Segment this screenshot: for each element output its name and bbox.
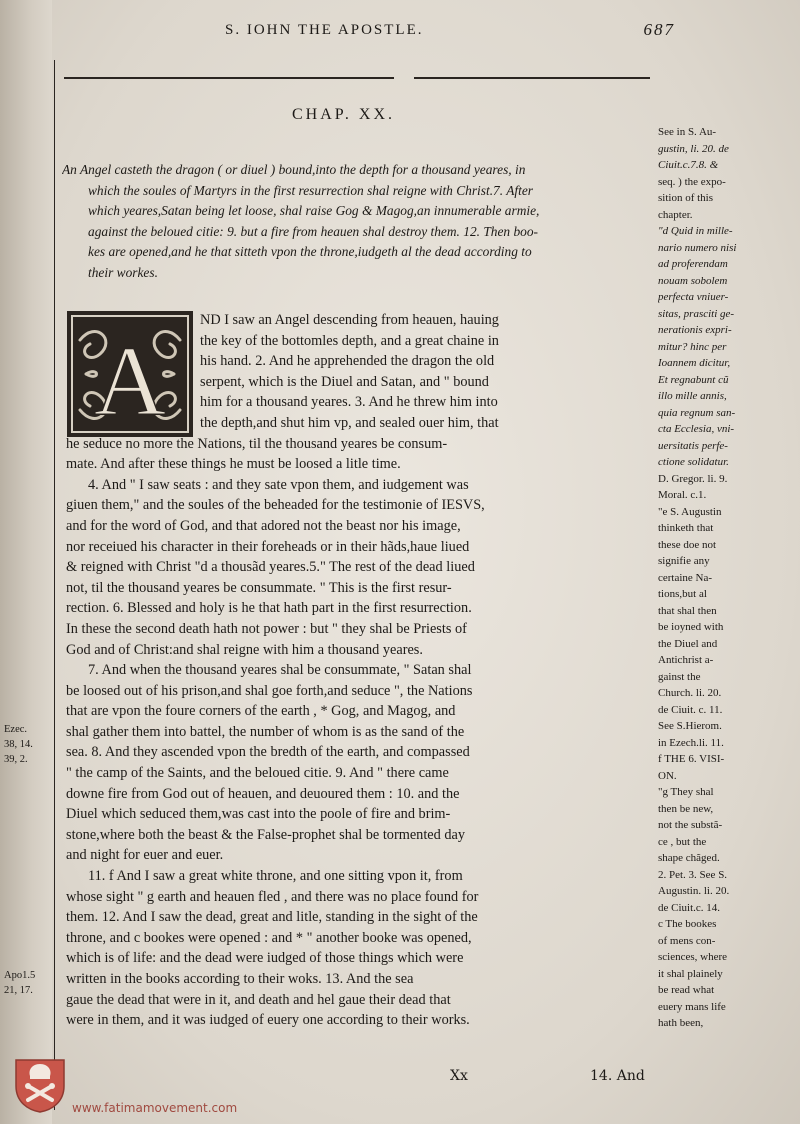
text-line: them. 12. And I saw the dead, great and litle, standing in the sight of the	[66, 909, 478, 926]
argument-line: An Angel casteth the dragon ( or diuel ) bound,into the depth for a thousand yeares, in	[62, 162, 526, 177]
chapter-text	[66, 310, 662, 1031]
margin-note-line: uersitatis perfe-	[658, 439, 728, 452]
margin-note-line: de Ciuit.c. 14.	[658, 901, 721, 914]
argument-line: against the beloued citie: 9. but a fire from heauen shal destroy them. 12. Then boo-	[88, 223, 539, 239]
text-line: the key of the bottomles depth, and a great chaine in	[200, 332, 499, 349]
argument-line: which the soules of Martyrs in the first resurrection shal reigne with Christ.7. After	[88, 182, 533, 198]
header-rule-right	[414, 77, 650, 79]
margin-note-line: ctione solidatur.	[658, 456, 729, 468]
margin-note-line: sitas, prasciti ge-	[658, 307, 735, 320]
text-line: serpent, which is the Diuel and Satan, and " bound	[200, 373, 489, 390]
margin-note-line: signifie any	[658, 555, 710, 567]
margin-note-line: euery mans life	[658, 1000, 726, 1013]
margin-note-line: D. Gregor. li. 9.	[658, 472, 728, 485]
text-line: " the camp of the Saints, and the beloued citie. 9. And " there came	[66, 765, 449, 782]
text-line: 4. And " I saw seats : and they sate vpon them, and iudgement was	[88, 476, 469, 493]
margin-note-line: of mens con-	[658, 934, 716, 947]
right-margin-notes	[658, 124, 774, 1032]
chapter-heading: CHAP. XX.	[292, 106, 396, 123]
margin-note-line: See S.Hierom.	[658, 720, 722, 732]
margin-note-line: certaine Na-	[658, 571, 713, 584]
margin-note-line: tions,but al	[658, 588, 707, 600]
margin-note-line: gustin, li. 20. de	[658, 142, 729, 155]
left-margin-reference	[4, 722, 54, 767]
text-line: 11. f And I saw a great white throne, and one sitting vpon it, from	[88, 868, 463, 885]
text-line: and for the word of God, and that adored not the beast nor his image,	[66, 517, 461, 534]
margin-note-line: that shal then	[658, 604, 717, 617]
margin-note-line: 2. Pet. 3. See S.	[658, 868, 728, 881]
margin-ref-line: Apo1.5	[4, 970, 36, 981]
book-spine-shadow	[0, 0, 52, 1124]
margin-note-line: ON.	[658, 769, 677, 782]
signature-mark: Xx	[450, 1068, 468, 1084]
left-margin-reference	[4, 968, 54, 998]
margin-note-line: Ciuit.c.7.8. &	[658, 159, 719, 171]
text-line: & reigned with Christ "d a thousãd yeares.5." The rest of the dead liued	[66, 559, 475, 576]
text-line: he seduce no more the Nations, til the thousand yeares be consum-	[66, 435, 448, 452]
text-line: that are vpon the foure corners of the earth , * Gog, and Magog, and	[66, 703, 456, 720]
website-watermark[interactable]: www.fatimamovement.com	[72, 1101, 238, 1115]
text-line: sea. 8. And they ascended vpon the bredth of the earth, and compassed	[66, 744, 470, 761]
margin-note-line: gainst the	[658, 670, 701, 683]
text-line: shal gather them into battel, the number of whom is as the sand of the	[66, 723, 465, 740]
text-line: which is of life: and the dead were iudged of those things which were	[66, 950, 464, 967]
margin-note-line: the Diuel and	[658, 637, 718, 650]
margin-note-line: thinketh that	[658, 522, 714, 534]
svg-text:A: A	[93, 325, 167, 436]
margin-note-line: Moral. c.1.	[658, 489, 707, 501]
text-line: mate. And after these things he must be loosed a litle time.	[66, 456, 401, 473]
margin-note-line: nouam sobolem	[658, 274, 728, 287]
text-line: rection. 6. Blessed and holy is he that hath part in the first resurrection.	[66, 600, 472, 617]
text-line: whose sight " g earth and heauen fled , and there was no place found for	[66, 888, 479, 905]
margin-note-line: be read what	[658, 984, 715, 996]
margin-note-line: mitur? hinc per	[658, 340, 727, 353]
margin-note-line: sciences, where	[658, 951, 728, 963]
margin-note-line: in Ezech.li. 11.	[658, 736, 724, 749]
margin-ref-line: 39, 2.	[4, 754, 28, 765]
text-line: nor receiued his character in their foreheads or in their hãds,haue liued	[66, 538, 470, 555]
margin-note-line: Church. li. 20.	[658, 687, 722, 699]
text-line: In these the second death hath not power : but " they shal be Priests of	[66, 620, 467, 637]
margin-note-line: it shal plainely	[658, 967, 723, 980]
running-title: S. IOHN THE APOSTLE.	[225, 22, 424, 38]
text-line: gaue the dead that were in it, and death and hel gaue their dead that	[66, 991, 451, 1008]
margin-note-line: then be new,	[658, 802, 714, 815]
margin-note-line: "e S. Augustin	[658, 505, 722, 518]
margin-note-line: c The bookes	[658, 918, 717, 930]
margin-note-line: illo mille annis,	[658, 390, 727, 402]
argument-line: which yeares,Satan being let loose, shal raise Gog & Magog,an innumerable armie,	[88, 203, 540, 218]
text-line: 7. And when the thousand yeares shal be consummate, " Satan shal	[88, 662, 472, 679]
margin-note-line: shape chãged.	[658, 852, 720, 864]
header-rule	[64, 77, 394, 79]
text-line: the depth,and shut him vp, and sealed ouer him, that	[200, 414, 499, 431]
left-column-rule	[54, 60, 55, 1110]
text-line: his hand. 2. And he apprehended the dragon the old	[200, 353, 495, 370]
text-line: downe fire from God out of heauen, and deuoured them : 10. and the	[66, 785, 460, 802]
margin-note-line: f THE 6. VISI-	[658, 753, 725, 765]
text-line: giuen them," and the soules of the beheaded for the testimonie of IESVS,	[66, 497, 485, 514]
text-line: throne, and c bookes were opened : and * " another booke was opened,	[66, 929, 472, 946]
catchword: 14. And	[590, 1068, 645, 1084]
margin-note-line: chapter.	[658, 208, 693, 221]
margin-note-line: Ioannem dicitur,	[658, 357, 731, 369]
margin-note-line: "d Quid in mille-	[658, 225, 733, 237]
margin-note-line: be ioyned with	[658, 621, 724, 633]
margin-note-line: See in S. Au-	[658, 126, 717, 138]
argument-line: kes are opened,and he that sitteth vpon the throne,iudgeth al the dead according to	[88, 244, 532, 259]
text-line: him for a thousand yeares. 3. And he threw him into	[200, 394, 498, 411]
margin-ref-line: Ezec.	[4, 724, 28, 735]
text-line: not, til the thousand yeares be consummate. " This is the first resur-	[66, 579, 452, 596]
page-number: 687	[643, 20, 675, 39]
argument-line: their workes.	[88, 264, 158, 280]
margin-note-line: ad proferendam	[658, 258, 728, 270]
margin-note-line: Antichrist a-	[658, 654, 714, 666]
margin-note-line: not the substã-	[658, 819, 723, 831]
text-line: stone,where both the beast & the False-prophet shal be tormented day	[66, 826, 466, 843]
margin-note-line: these doe not	[658, 538, 717, 551]
margin-note-line: "g They shal	[658, 786, 714, 798]
text-line: written in the books according to their woks. 13. And the sea	[66, 971, 414, 987]
text-line: be loosed out of his prison,and shal goe forth,and seduce ", the Nations	[66, 682, 473, 699]
margin-note-line: nerationis expri-	[658, 324, 732, 336]
text-line: ND I saw an Angel descending from heauen, hauing	[200, 312, 499, 328]
margin-note-line: sition of this	[658, 192, 714, 204]
margin-note-line: Augustin. li. 20.	[658, 885, 730, 897]
margin-note-line: nario numero nisi	[658, 241, 737, 254]
margin-note-line: cta Ecclesia, vni-	[658, 423, 735, 435]
text-line: Diuel which seduced them,was cast into the poole of fire and brim-	[66, 806, 451, 823]
margin-note-line: perfecta vniuer-	[658, 291, 729, 303]
margin-note-line: quia regnum san-	[658, 406, 736, 419]
margin-note-line: seq. ) the expo-	[658, 175, 726, 188]
margin-ref-line: 21, 17.	[4, 985, 33, 996]
margin-note-line: Et regnabunt cũ	[658, 373, 729, 386]
text-line: were in them, and it was iudged of euery one according to their works.	[66, 1012, 470, 1029]
text-line: God and of Christ:and shal reigne with him a thousand yeares.	[66, 641, 423, 658]
margin-note-line: ce , but the	[658, 835, 707, 848]
margin-note-line: hath been,	[658, 1017, 704, 1029]
papal-crest-icon	[12, 1056, 68, 1114]
margin-note-line: de Ciuit. c. 11.	[658, 703, 723, 716]
text-line: and night for euer and euer.	[66, 847, 224, 864]
chapter-argument	[62, 160, 654, 283]
margin-ref-line: 38, 14.	[4, 739, 33, 750]
